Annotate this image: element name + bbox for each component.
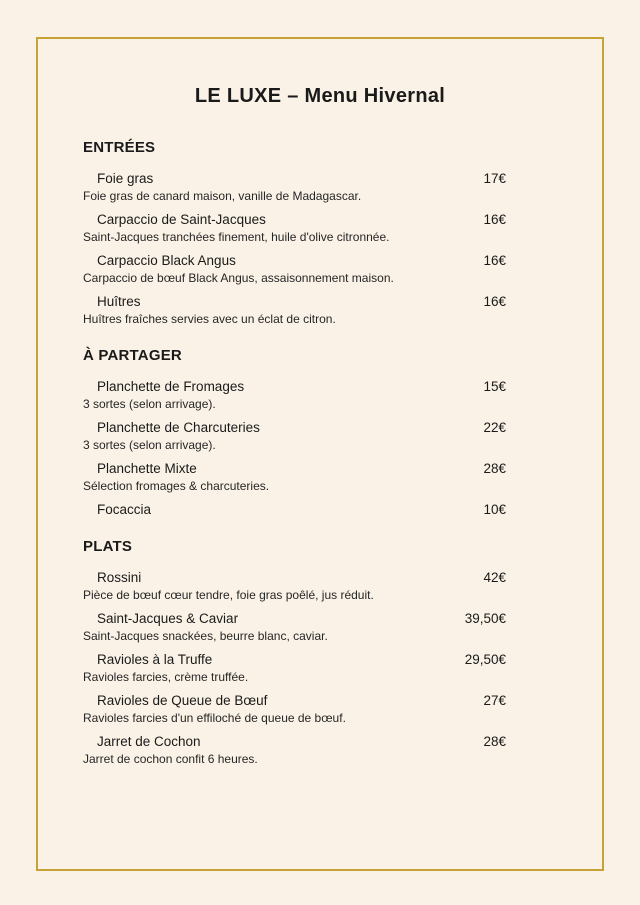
- item-name: Planchette de Charcuteries: [97, 420, 260, 435]
- menu-item-line: [83, 379, 506, 394]
- item-description: Ravioles farcies, crème truffée.: [83, 670, 249, 684]
- item-price: 17€: [483, 171, 506, 186]
- page-title: LE LUXE – Menu Hivernal: [194, 85, 446, 107]
- item-price: 29,50€: [464, 652, 506, 667]
- menu-item: [83, 461, 506, 493]
- menu-item: [83, 212, 506, 244]
- menu-item-line: [83, 171, 506, 186]
- item-description: Carpaccio de bœuf Black Angus, assaisonnement maison.: [83, 271, 394, 285]
- item-name: Saint-Jacques & Caviar: [97, 611, 239, 626]
- menu-item-line: [83, 294, 506, 309]
- menu-section-2: [83, 538, 506, 766]
- item-price: 16€: [483, 212, 506, 227]
- menu-item: [83, 734, 506, 766]
- section-heading: À PARTAGER: [83, 347, 182, 364]
- menu-sections: [83, 139, 506, 775]
- item-name: Ravioles de Queue de Bœuf: [97, 693, 268, 708]
- item-name: Jarret de Cochon: [97, 734, 201, 749]
- item-description: 3 sortes (selon arrivage).: [83, 438, 216, 452]
- menu-item: [83, 570, 506, 602]
- item-name: Planchette de Fromages: [97, 379, 245, 394]
- menu-item-line: [83, 420, 506, 435]
- menu-item-line: [83, 652, 506, 667]
- item-name: Foie gras: [97, 171, 154, 186]
- menu-item: [83, 611, 506, 643]
- item-price: 28€: [483, 461, 506, 476]
- item-name: Carpaccio Black Angus: [97, 253, 236, 268]
- item-description: 3 sortes (selon arrivage).: [83, 397, 216, 411]
- item-description: Pièce de bœuf cœur tendre, foie gras poêlé, jus réduit.: [83, 588, 374, 602]
- menu-section-1: [83, 347, 506, 517]
- item-price: 39,50€: [464, 611, 506, 626]
- item-price: 15€: [483, 379, 506, 394]
- menu-item-line: [83, 212, 506, 227]
- item-price: 10€: [483, 502, 506, 517]
- section-heading: PLATS: [83, 538, 133, 555]
- item-description: Saint-Jacques tranchées finement, huile d'olive citronnée.: [83, 230, 390, 244]
- item-price: 27€: [483, 693, 506, 708]
- item-name: Ravioles à la Truffe: [97, 652, 213, 667]
- item-name: Focaccia: [97, 502, 152, 517]
- item-name: Rossini: [97, 570, 142, 585]
- menu-item: [83, 502, 506, 517]
- menu-item-line: [83, 570, 506, 585]
- item-name: Planchette Mixte: [97, 461, 197, 476]
- menu-item: [83, 652, 506, 684]
- item-name: Carpaccio de Saint-Jacques: [97, 212, 266, 227]
- menu-item-line: [83, 253, 506, 268]
- menu-item: [83, 253, 506, 285]
- menu-item-line: [83, 502, 506, 517]
- menu-item: [83, 693, 506, 725]
- menu-item: [83, 171, 506, 203]
- item-description: Huîtres fraîches servies avec un éclat de citron.: [83, 312, 336, 326]
- item-description: Ravioles farcies d'un effiloché de queue de bœuf.: [83, 711, 346, 725]
- item-price: 42€: [483, 570, 506, 585]
- menu-item-line: [83, 693, 506, 708]
- item-description: Sélection fromages & charcuteries.: [83, 479, 270, 493]
- item-price: 16€: [483, 253, 506, 268]
- item-price: 28€: [483, 734, 506, 749]
- item-price: 16€: [483, 294, 506, 309]
- menu-item-line: [83, 611, 506, 626]
- item-description: Foie gras de canard maison, vanille de Madagascar.: [83, 189, 362, 203]
- item-price: 22€: [483, 420, 506, 435]
- menu-item-line: [83, 461, 506, 476]
- item-description: Saint-Jacques snackées, beurre blanc, caviar.: [83, 629, 328, 643]
- item-description: Jarret de cochon confit 6 heures.: [83, 752, 258, 766]
- section-heading: ENTRÉES: [83, 139, 156, 156]
- menu-item: [83, 294, 506, 326]
- item-name: Huîtres: [97, 294, 141, 309]
- menu-section-0: [83, 139, 506, 326]
- menu-item: [83, 379, 506, 411]
- menu-item-line: [83, 734, 506, 749]
- menu-item: [83, 420, 506, 452]
